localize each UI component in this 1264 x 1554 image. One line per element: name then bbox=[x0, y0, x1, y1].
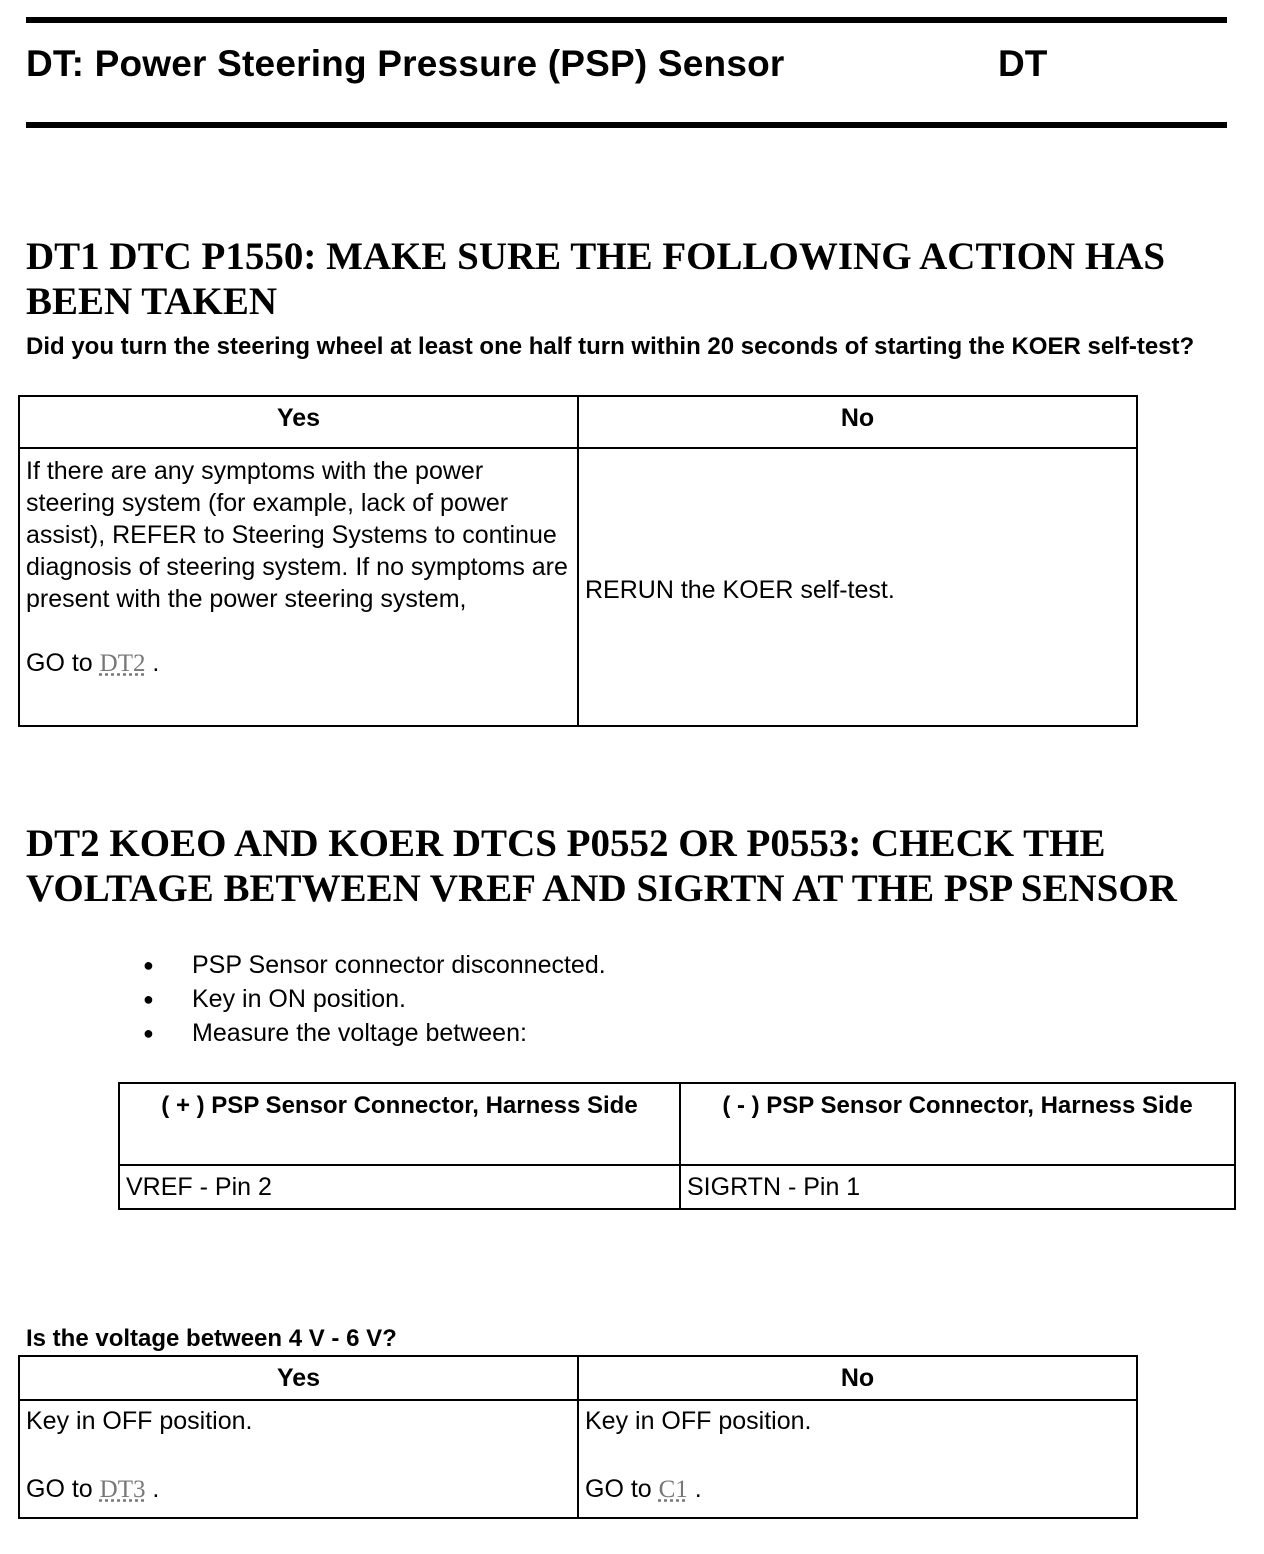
dt2-yes-goto bbox=[26, 1473, 571, 1506]
dt1-no-header: No bbox=[578, 396, 1137, 448]
dt1-yes-text: If there are any symptoms with the power steering system (for example, lack of power assist), REFER to Steering Systems to continue diagnosis of steering system. If no symptoms are present with the power steering system, bbox=[26, 457, 568, 613]
goto-suffix: . bbox=[687, 1475, 702, 1503]
dt2-link[interactable]: DT2 bbox=[99, 650, 146, 677]
goto-prefix: GO to bbox=[585, 1475, 659, 1503]
negative-pin-cell: SIGRTN - Pin 1 bbox=[680, 1165, 1235, 1209]
list-item bbox=[140, 1016, 606, 1050]
page-title: DT: Power Steering Pressure (PSP) Sensor bbox=[26, 43, 785, 84]
list-item bbox=[140, 982, 606, 1016]
goto-suffix: . bbox=[145, 1475, 160, 1503]
dt2-no-goto bbox=[585, 1473, 1130, 1506]
dt2-yes-cell bbox=[19, 1400, 578, 1518]
goto-suffix: . bbox=[145, 649, 160, 677]
bullet-icon: ● bbox=[143, 955, 154, 975]
dt1-yes-cell bbox=[19, 448, 578, 726]
dt1-heading: DT1 DTC P1550: MAKE SURE THE FOLLOWING ACTION HAS BEEN TAKEN bbox=[26, 235, 1166, 323]
dt2-heading: DT2 KOEO AND KOER DTCS P0552 OR P0553: CHECK THE VOLTAGE BETWEEN VREF AND SIGRTN AT THE PSP SENSOR bbox=[26, 822, 1177, 910]
dt2-result-table bbox=[18, 1355, 1138, 1519]
dt1-no-cell bbox=[578, 448, 1137, 726]
dt1-yes-goto bbox=[26, 647, 571, 680]
bullet-icon: ● bbox=[143, 989, 154, 1009]
header-rule bbox=[26, 122, 1227, 128]
positive-connector-header: ( + ) PSP Sensor Connector, Harness Side bbox=[119, 1083, 680, 1165]
goto-prefix: GO to bbox=[26, 1475, 100, 1503]
dt2-no-header: No bbox=[578, 1356, 1137, 1400]
dt2-no-text: Key in OFF position. bbox=[585, 1407, 812, 1435]
positive-pin-cell: VREF - Pin 2 bbox=[119, 1165, 680, 1209]
dt2-yes-header: Yes bbox=[19, 1356, 578, 1400]
dt2-yes-text: Key in OFF position. bbox=[26, 1407, 253, 1435]
dt1-no-text: RERUN the KOER self-test. bbox=[585, 576, 895, 604]
list-item-text: PSP Sensor connector disconnected. bbox=[192, 951, 606, 979]
dt2-no-cell bbox=[578, 1400, 1137, 1518]
c1-link[interactable]: C1 bbox=[658, 1476, 688, 1503]
bullet-icon: ● bbox=[143, 1023, 154, 1043]
dt2-question: Is the voltage between 4 V - 6 V? bbox=[26, 1325, 397, 1352]
negative-connector-header: ( - ) PSP Sensor Connector, Harness Side bbox=[680, 1083, 1235, 1165]
dt1-result-table bbox=[18, 395, 1138, 727]
list-item-text: Key in ON position. bbox=[192, 985, 406, 1013]
dt3-link[interactable]: DT3 bbox=[99, 1476, 146, 1503]
list-item-text: Measure the voltage between: bbox=[192, 1019, 527, 1047]
section-code: DT bbox=[998, 43, 1048, 84]
dt1-yes-header: Yes bbox=[19, 396, 578, 448]
dt2-bullet-list bbox=[140, 948, 606, 1050]
list-item bbox=[140, 948, 606, 982]
dt1-question: Did you turn the steering wheel at least one half turn within 20 seconds of starting the KOER self-test? bbox=[26, 333, 1195, 360]
goto-prefix: GO to bbox=[26, 649, 100, 677]
connector-pin-table bbox=[118, 1082, 1236, 1210]
top-rule bbox=[26, 17, 1227, 23]
